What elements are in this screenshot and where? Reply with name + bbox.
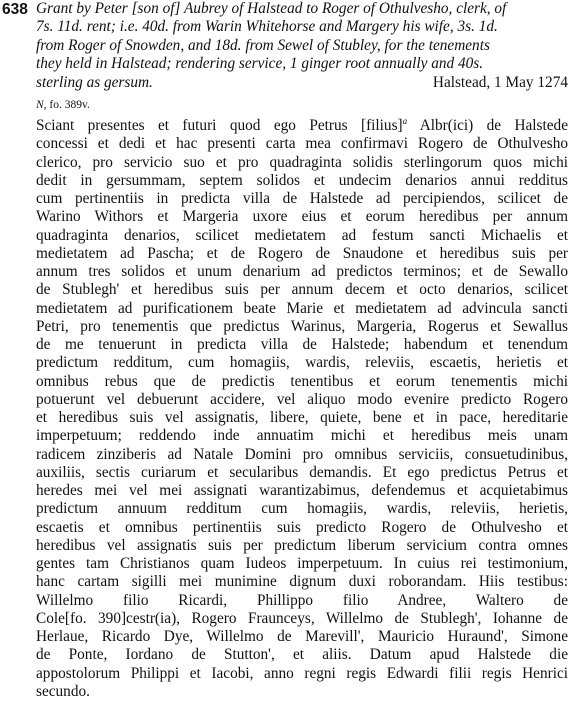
charter-line-part: Albr(ici) de Halstede xyxy=(407,117,568,134)
summary-line: they held in Halstead; rendering service, 1 ginger root annually and 40s. xyxy=(36,55,484,73)
manuscript-siglum: N, xyxy=(36,99,47,111)
charter-line: heredibus vel assignatis suis per predictum liberum servicium contra omnes xyxy=(36,536,568,554)
summary-line: from Roger of Snowden, and 18d. from Sewel of Stubley, for the tenements xyxy=(36,36,490,54)
charter-line: hanc cartam sigilli mei munimine dignum duxi roborandam. Hiis testibus: xyxy=(36,573,568,591)
charter-line: de me tenuerunt in predicta villa de Halstede; habendum et tenendum xyxy=(36,336,568,353)
summary-last-line xyxy=(36,74,568,92)
footnote-marker: a xyxy=(402,115,408,126)
charter-line: escaetis et omnibus pertinentiis suis predicto Rogero de Othulvesho et xyxy=(36,518,568,536)
charter-line: quadraginta denarios, scilicet medietatem ad festum sancti Michaelis et xyxy=(36,226,568,244)
charter-line: medietatem ad purificationem beate Marie et medietatem ad advincula sancti xyxy=(36,299,568,317)
charter-line: de Ponte, Iordano de Stutton', et aliis. Datum apud Halstede die xyxy=(36,646,568,664)
charter-line: radicem zinziberis ad Natale Domini pro omnibus serviciis, consuetudinibus, xyxy=(36,445,568,463)
charter-text xyxy=(36,117,568,701)
place-date: Halstead, 1 May 1274 xyxy=(432,73,568,91)
charter-line: predictum annuum redditum cum homagiis, wardis, releviis, herietis, xyxy=(36,500,568,518)
charter-line: Willelmo filio Ricardi, Phillippo filio Andree, Waltero de xyxy=(36,591,568,609)
summary-line: Grant by Peter [son of] Aubrey of Halstead to Roger of Othulvesho, clerk, of xyxy=(36,0,507,17)
charter-line: omnibus rebus que de predictis tenentibus et eorum tenementis michi xyxy=(36,372,568,390)
charter-line: Cole[fo. 390]cestr(ia), Rogero Fraunceys, Willelmo de Stublegh', Iohanne de xyxy=(36,609,568,627)
summary-line: sterling as gersum. xyxy=(36,73,153,91)
charter-line-part: Sciant presentes et futuri quod ego Petrus [filius] xyxy=(36,117,403,134)
charter-line: heredes mei vel mei assignati warantizabimus, defendemus et acquietabimus xyxy=(36,482,568,499)
charter-line: predictum redditum, cum homagiis, wardis, releviis, escaetis, herietis et xyxy=(36,354,568,372)
charter-line: concessi et dedi et hac presenti carta mea confirmavi Rogero de Othulvesho xyxy=(36,135,568,153)
entry-number: 638 xyxy=(2,1,28,18)
folio-reference: fo. 389v. xyxy=(46,99,90,111)
charter-line: Herlaue, Ricardo Dye, Willelmo de Marevill', Mauricio Huraund', Simone xyxy=(36,628,568,645)
charter-line: auxiliis, sectis curiarum et secularibus demandis. Et ego predictus Petrus et xyxy=(36,463,568,481)
charter-line: appostolorum Philippi et Iacobi, anno regni regis Edwardi filii regis Henrici xyxy=(36,664,568,682)
charter-line: potuerunt vel debuerunt accidere, vel aliquo modo evenire predicto Rogero xyxy=(36,390,568,408)
charter-line: imperpetuum; reddendo inde annuatim michi et heredibus meis unam xyxy=(36,427,568,445)
charter-line: gentes tam Christianos quam Iudeos imperpetuum. In cuius rei testimonium, xyxy=(36,555,568,572)
charter-line: annum tres solidos et unum denarium ad predictos terminos; et de Sewallo xyxy=(36,263,568,280)
charter-line: cum pertinentiis in predicta villa de Halstede ad percipiendos, scilicet de xyxy=(36,190,568,207)
charter-line: secundo. xyxy=(36,682,90,700)
charter-line: dedit in gersummam, septem solidos et undecim denarios annui redditus xyxy=(36,171,568,189)
charter-line xyxy=(36,117,568,135)
charter-line: Petri, pro tenementis que predictus Warinus, Margeria, Rogerus et Sewallus xyxy=(36,317,568,335)
summary-line: 7s. 11d. rent; i.e. 40d. from Warin Whitehorse and Margery his wife, 3s. 1d. xyxy=(36,18,498,36)
charter-line: Warino Withors et Margeria uxore eius et eorum heredibus per annum xyxy=(36,208,568,226)
charter-line: clerico, pro servicio suo et pro quadraginta solidis sterlingorum quos michi xyxy=(36,153,568,171)
charter-line: medietatem ad Pascha; et de Rogero de Snaudone et heredibus suis per xyxy=(36,244,568,262)
charter-line: de Stublegh' et heredibus suis per annum decem et octo denarios, scilicet xyxy=(36,281,568,299)
charter-line: et heredibus suis vel assignatis, libere, quiete, bene et in pace, hereditarie xyxy=(36,409,568,426)
source-reference xyxy=(36,98,90,112)
entry-summary xyxy=(36,0,568,92)
